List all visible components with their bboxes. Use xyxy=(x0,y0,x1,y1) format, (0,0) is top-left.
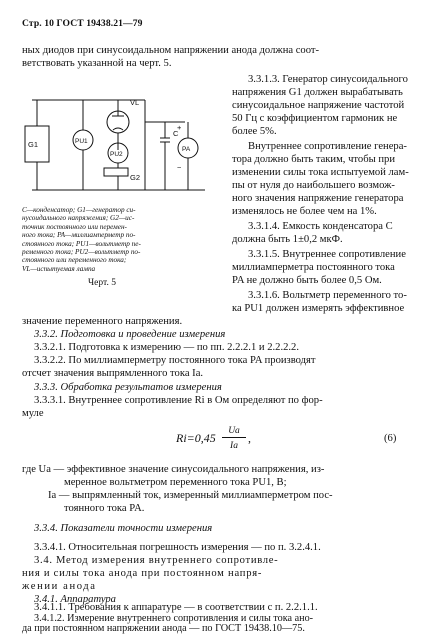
section-heading-3-4-1: 3.4.1. Аппаратура xyxy=(34,594,116,605)
right-line-5: более 5%. xyxy=(232,126,277,137)
right-line-6: Внутреннее сопротивление генера- xyxy=(248,141,407,152)
figure-caption-5: стоянного тока; PU1—вольтметр пе- xyxy=(22,239,141,248)
figure-caption-8: VL—испытуемая лампа xyxy=(22,264,96,273)
right-line-8: изменении силы тока испытуемой лам- xyxy=(232,167,409,178)
figure-caption-6: ременного тока; PU2—вольтметр по- xyxy=(22,248,141,256)
right-line-18: ка PU1 должен измерять эффективное xyxy=(232,303,405,314)
formula-tail: , xyxy=(248,431,251,445)
label-vl: VL xyxy=(130,98,140,107)
right-line-11: изменялось не более чем на 1%. xyxy=(232,206,377,217)
formula-number: (6) xyxy=(384,433,397,444)
label-pu2: PU2 xyxy=(110,151,123,158)
right-line-15: миллиамперметра постоянного тока xyxy=(232,262,395,273)
figure-caption-1: C—конденсатор; G1—генератор си- xyxy=(22,206,136,214)
label-pa: PA xyxy=(182,146,191,153)
where-line-3: Ia — выпрямленный ток, измеренный миллиамперметром пос- xyxy=(48,490,333,501)
section-line-7: 3.4.1.1. Требования к аппаратуре — в соответствии с п. 2.2.1.1. xyxy=(34,602,318,613)
label-minus: − xyxy=(177,163,182,172)
formula-numerator: Ua xyxy=(228,426,240,436)
right-line-1: 3.3.1.3. Генератор синусоидального xyxy=(248,74,408,85)
method-heading-3: жении анода xyxy=(22,581,97,592)
label-plus: + xyxy=(177,123,182,132)
formula-denominator: Ia xyxy=(230,441,238,451)
figure-caption-2: нусоидального напряжения; G2—ис- xyxy=(22,214,135,223)
right-line-17: 3.3.1.6. Вольтметр переменного то- xyxy=(248,290,407,301)
right-line-16: PA не должно быть более 0,5 Ом. xyxy=(232,275,382,286)
right-line-7: тора должно быть таким, чтобы при xyxy=(232,154,396,165)
label-g2: G2 xyxy=(130,173,141,182)
figure-label: Черт. 5 xyxy=(88,278,116,288)
intro-line-1: ных диодов при синусоидальном напряжении анода должна соот- xyxy=(22,45,320,56)
body-line-5: отсчет значения выпрямленного тока Ia. xyxy=(22,368,204,379)
body-line-7: 3.3.3.1. Внутреннее сопротивление Ri в Ом определяют по фор- xyxy=(34,395,323,406)
right-line-10: ного значения напряжение генератора xyxy=(232,193,404,204)
where-line-4: тоянного тока PA. xyxy=(64,503,145,514)
section-line-2: 3.3.4.1. Относительная погрешность измерения — по п. 3.2.4.1. xyxy=(34,542,321,553)
circuit-diagram xyxy=(20,92,225,202)
section-heading-3-3-4: 3.3.4. Показатели точности измерения xyxy=(34,523,213,534)
source-g2-box xyxy=(104,168,128,176)
body-line-8: муле xyxy=(22,408,44,419)
body-line-4: 3.3.2.2. По миллиамперметру постоянного тока PA производят xyxy=(34,355,316,366)
method-heading-1: 3.4. Метод измерения внутреннего сопротивле- xyxy=(34,555,279,566)
method-heading-2: ния и силы тока анода при постоянном напря- xyxy=(22,568,263,579)
section-line-9: да при постоянном напряжении анода — по ГОСТ 19438.10—75. xyxy=(22,623,305,634)
right-line-2: напряжения G1 должен вырабатывать xyxy=(232,87,403,98)
label-c: C xyxy=(173,129,179,138)
right-line-3: синусоидальное напряжение частотой xyxy=(232,100,405,111)
figure-caption-3: точник постоянного или перемен- xyxy=(22,222,127,231)
formula-lhs: Ri=0,45 xyxy=(176,431,216,445)
section-heading-3-3-2: 3.3.2. Подготовка и проведение измерения xyxy=(34,329,226,340)
section-heading-3-3-3: 3.3.3. Обработка результатов измерения xyxy=(34,382,222,393)
right-line-9: пы от нуля до наибольшего возмож- xyxy=(232,180,395,191)
where-line-2: меренное вольтметром переменного тока PU1, В; xyxy=(64,477,287,488)
right-line-4: 50 Гц с коэффициентом гармоник не xyxy=(232,113,398,124)
where-line-1: где Ua — эффективное значение синусоидального напряжения, из- xyxy=(22,464,325,475)
right-line-13: должна быть 1±0,2 мкФ. xyxy=(232,234,343,245)
page-header: Стр. 10 ГОСТ 19438.21—79 xyxy=(22,18,143,29)
label-pu1: PU1 xyxy=(75,138,88,145)
body-line-3: 3.3.2.1. Подготовка к измерению — по пп. 2.2.2.1 и 2.2.2.2. xyxy=(34,342,300,353)
figure-caption-7: стоянного или переменного тока; xyxy=(22,256,127,265)
body-line-1: значение переменного напряжения. xyxy=(22,316,183,327)
label-g1: G1 xyxy=(28,140,39,149)
right-line-14: 3.3.1.5. Внутреннее сопротивление xyxy=(248,249,406,260)
figure-caption-4: ного тока; PA—миллиамперметр по- xyxy=(22,231,136,240)
intro-line-2: ветствовать указанной на черт. 5. xyxy=(22,58,172,69)
section-line-8: 3.4.1.2. Измерение внутреннего сопротивления и силы тока ано- xyxy=(34,613,314,624)
fraction-bar xyxy=(222,437,246,438)
right-line-12: 3.3.1.4. Емкость конденсатора C xyxy=(248,221,393,232)
